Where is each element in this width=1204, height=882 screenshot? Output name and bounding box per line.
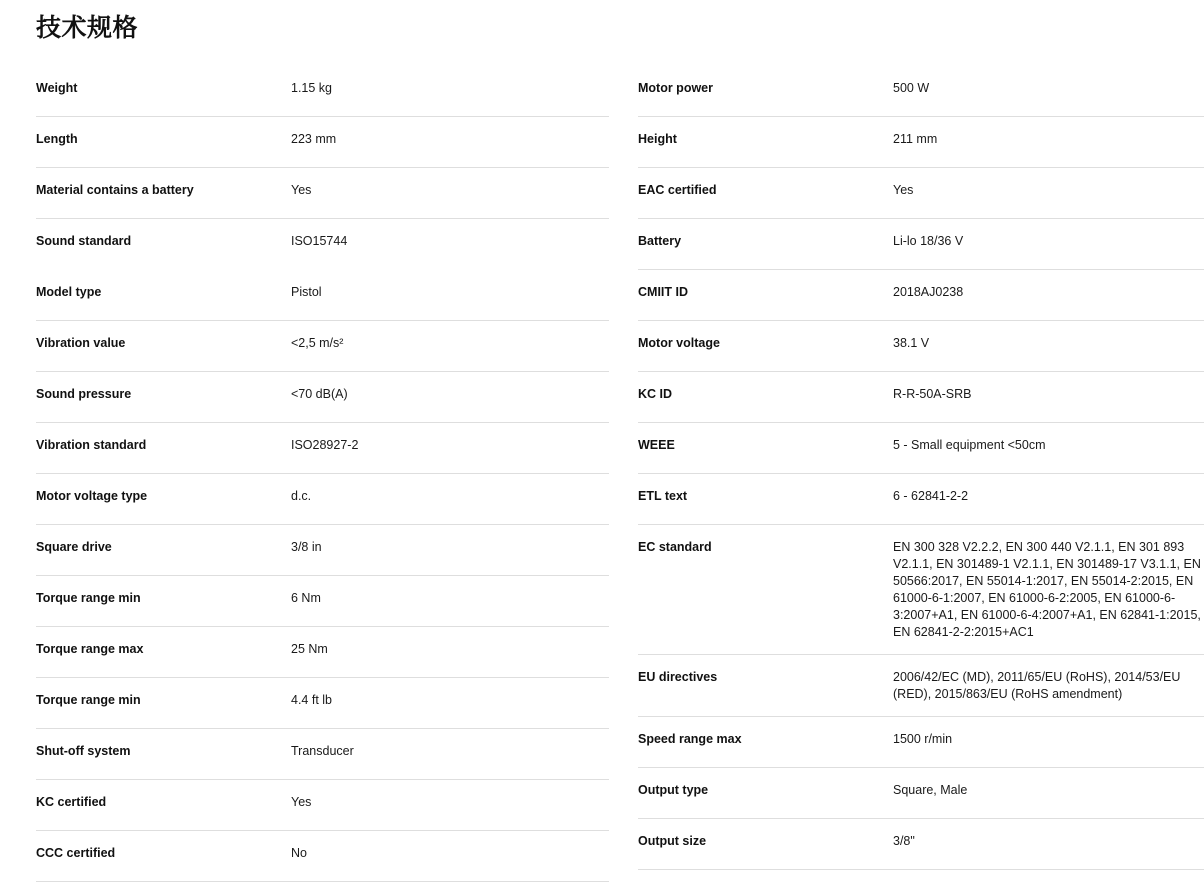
- spec-value: 38.1 V: [893, 336, 930, 350]
- spec-value: <70 dB(A): [291, 387, 348, 401]
- spec-label: EU directives: [638, 670, 718, 684]
- spec-label: Weight: [36, 81, 78, 95]
- spec-value: 3/8": [893, 834, 915, 848]
- spec-value: 1500 r/min: [893, 732, 953, 746]
- spec-value: Yes: [893, 183, 914, 197]
- spec-value: 211 mm: [893, 132, 938, 146]
- spec-label: Output type: [638, 783, 709, 797]
- spec-label: Torque range min: [36, 591, 141, 605]
- spec-row: [638, 372, 1204, 423]
- spec-row: [36, 729, 609, 780]
- spec-value: 223 mm: [291, 132, 337, 146]
- spec-value: <2,5 m/s²: [291, 336, 344, 350]
- spec-row: [36, 525, 609, 576]
- spec-row: [36, 831, 609, 882]
- spec-row: [36, 219, 609, 270]
- spec-label: KC certified: [36, 795, 107, 809]
- spec-label: CMIIT ID: [638, 285, 688, 299]
- spec-label: WEEE: [638, 438, 675, 452]
- spec-columns: [0, 66, 1204, 882]
- spec-label: Material contains a battery: [36, 183, 194, 197]
- spec-label: Motor voltage: [638, 336, 720, 350]
- spec-value: No: [291, 846, 307, 860]
- spec-row: [638, 474, 1204, 525]
- spec-value: EN 300 328 V2.2.2, EN 300 440 V2.1.1, EN 301 893 V2.1.1, EN 301489-1 V2.1.1, EN 301489-17 V3.1.1, EN 50566:2017, EN 55014-1:2017, EN 55014-2:2015, EN 61000-6-1:2007, EN 61000-6-2:2005, EN 61000-6-3:2007+A1, EN 61000-6-4:2007+A1, EN 62841-1:2015, EN 62841-2-2:2015+AC1: [893, 540, 1201, 639]
- spec-row: [638, 219, 1204, 270]
- spec-row: [638, 168, 1204, 219]
- spec-row: [638, 423, 1204, 474]
- spec-row: [36, 168, 609, 219]
- spec-value: 25 Nm: [291, 642, 328, 656]
- spec-label: Motor voltage type: [36, 489, 148, 503]
- spec-label: Output size: [638, 834, 707, 848]
- spec-row: [638, 321, 1204, 372]
- spec-row: [36, 372, 609, 423]
- spec-label: Model type: [36, 285, 102, 299]
- spec-value: 5 - Small equipment <50cm: [893, 438, 1046, 452]
- spec-value: 2006/42/EC (MD), 2011/65/EU (RoHS), 2014/53/EU (RED), 2015/863/EU (RoHS amendment): [893, 670, 1181, 701]
- page-title: 技术规格: [36, 14, 139, 42]
- spec-value: 3/8 in: [291, 540, 322, 554]
- spec-row: [638, 117, 1204, 168]
- spec-row: [638, 525, 1204, 655]
- spec-value: Square, Male: [893, 783, 968, 797]
- spec-label: EC standard: [638, 540, 712, 554]
- spec-label: Sound standard: [36, 234, 132, 248]
- spec-label: CCC certified: [36, 846, 116, 860]
- spec-label: Shut-off system: [36, 744, 131, 758]
- spec-row: [638, 270, 1204, 321]
- spec-label: Vibration standard: [36, 438, 147, 452]
- spec-value: 6 - 62841-2-2: [893, 489, 969, 503]
- spec-label: Battery: [638, 234, 682, 248]
- spec-row: [36, 423, 609, 474]
- spec-label: Length: [36, 132, 78, 146]
- spec-value: ISO28927-2: [291, 438, 359, 452]
- spec-row: [36, 66, 609, 117]
- spec-column-left: [0, 66, 602, 882]
- spec-value: d.c.: [291, 489, 312, 503]
- spec-row: [36, 576, 609, 627]
- spec-value: Li-lo 18/36 V: [893, 234, 964, 248]
- spec-label: Vibration value: [36, 336, 126, 350]
- spec-value: 4.4 ft lb: [291, 693, 332, 707]
- spec-label: Height: [638, 132, 677, 146]
- spec-label: EAC certified: [638, 183, 717, 197]
- spec-column-right: [602, 66, 1204, 870]
- spec-row: [638, 717, 1204, 768]
- spec-label: Torque range max: [36, 642, 144, 656]
- spec-label: KC ID: [638, 387, 673, 401]
- spec-label: ETL text: [638, 489, 688, 503]
- spec-row: [638, 819, 1204, 870]
- spec-row: [36, 117, 609, 168]
- spec-value: R-R-50A-SRB: [893, 387, 972, 401]
- spec-value: ISO15744: [291, 234, 348, 248]
- spec-row: [638, 66, 1204, 117]
- spec-row: [638, 655, 1204, 717]
- spec-value: Yes: [291, 183, 312, 197]
- spec-label: Sound pressure: [36, 387, 132, 401]
- spec-row: [36, 780, 609, 831]
- spec-value: Transducer: [291, 744, 354, 758]
- spec-value: 2018AJ0238: [893, 285, 964, 299]
- spec-value: 500 W: [893, 81, 930, 95]
- spec-value: 1.15 kg: [291, 81, 333, 95]
- spec-value: Pistol: [291, 285, 322, 299]
- spec-row: [36, 627, 609, 678]
- spec-row: [638, 768, 1204, 819]
- spec-row: [36, 678, 609, 729]
- spec-label: Speed range max: [638, 732, 742, 746]
- spec-row: [36, 321, 609, 372]
- spec-label: Torque range min: [36, 693, 141, 707]
- spec-value: 6 Nm: [291, 591, 321, 605]
- spec-label: Motor power: [638, 81, 713, 95]
- spec-row: [36, 474, 609, 525]
- spec-label: Square drive: [36, 540, 112, 554]
- spec-row: [36, 270, 609, 321]
- spec-value: Yes: [291, 795, 312, 809]
